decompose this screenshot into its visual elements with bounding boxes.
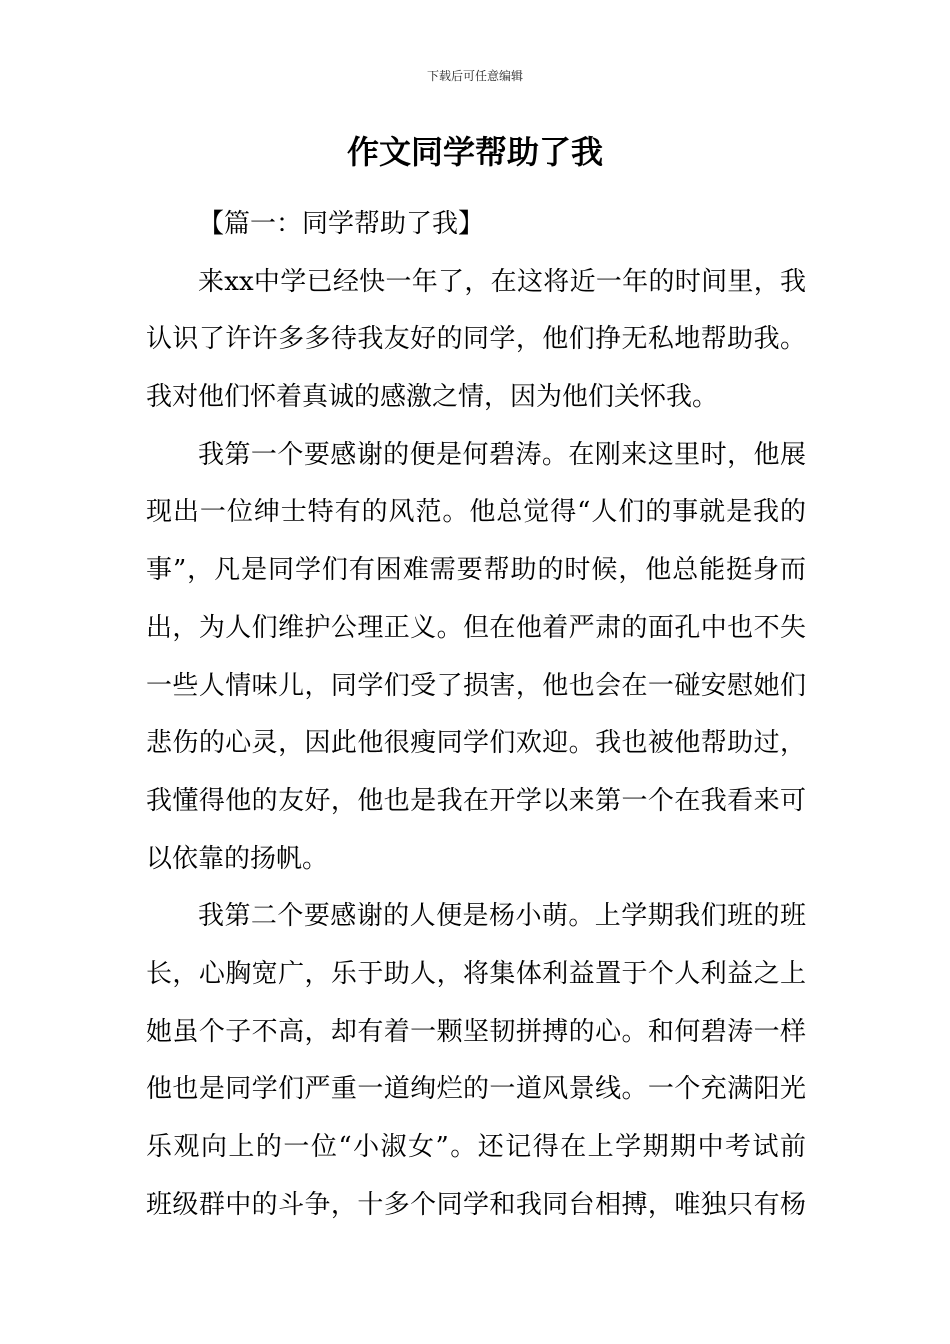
paragraph-line: 现出一位绅士特有的风范。他总觉得“人们的事就是我的	[146, 497, 806, 528]
paragraph-line: 一些人情味儿，同学们受了损害，他也会在一碰安慰她们	[146, 670, 806, 701]
document-body	[146, 196, 806, 1234]
paragraph-line: 班级群中的斗争，十多个同学和我同台相搏，唯独只有杨	[146, 1189, 806, 1220]
paragraph-line: 认识了许许多多待我友好的同学，他们挣无私地帮助我。	[146, 324, 806, 355]
paragraph-line: 悲伤的心灵，因此他很瘦同学们欢迎。我也被他帮助过，	[146, 728, 806, 759]
paragraph-line: 她虽个子不高，却有着一颗坚韧拼搏的心。和何碧涛一样	[146, 1016, 806, 1047]
paragraph-line: 长，心胸宽广，乐于助人，将集体利益置于个人利益之上	[146, 958, 806, 989]
paragraph-line: 以依靠的扬帆。	[146, 843, 329, 874]
paragraph-line: 我第一个要感谢的便是何碧涛。在刚来这里时，他展	[198, 439, 806, 470]
paragraph-line: 我懂得他的友好，他也是我在开学以来第一个在我看来可	[146, 785, 806, 816]
paragraph-line: 我第二个要感谢的人便是杨小萌。上学期我们班的班	[198, 901, 806, 932]
header-note: 下载后可任意编辑	[426, 69, 523, 83]
paragraph-line: 乐观向上的一位“小淑女”。还记得在上学期期中考试前	[146, 1132, 806, 1162]
paragraph-line: 来xx中学已经快一年了，在这将近一年的时间里，我	[198, 266, 806, 297]
document-title: 作文同学帮助了我	[346, 133, 603, 171]
paragraph-line: 出，为人们维护公理正义。但在他着严肃的面孔中也不失	[146, 612, 806, 643]
section-heading: 【篇一：同学帮助了我】	[198, 209, 485, 239]
paragraph-line: 他也是同学们严重一道绚烂的一道风景线。一个充满阳光	[146, 1074, 806, 1105]
paragraph-line: 我对他们怀着真诚的感激之情，因为他们关怀我。	[146, 382, 719, 413]
paragraph-line: 事”，凡是同学们有困难需要帮助的时候，他总能挺身而	[146, 555, 806, 586]
